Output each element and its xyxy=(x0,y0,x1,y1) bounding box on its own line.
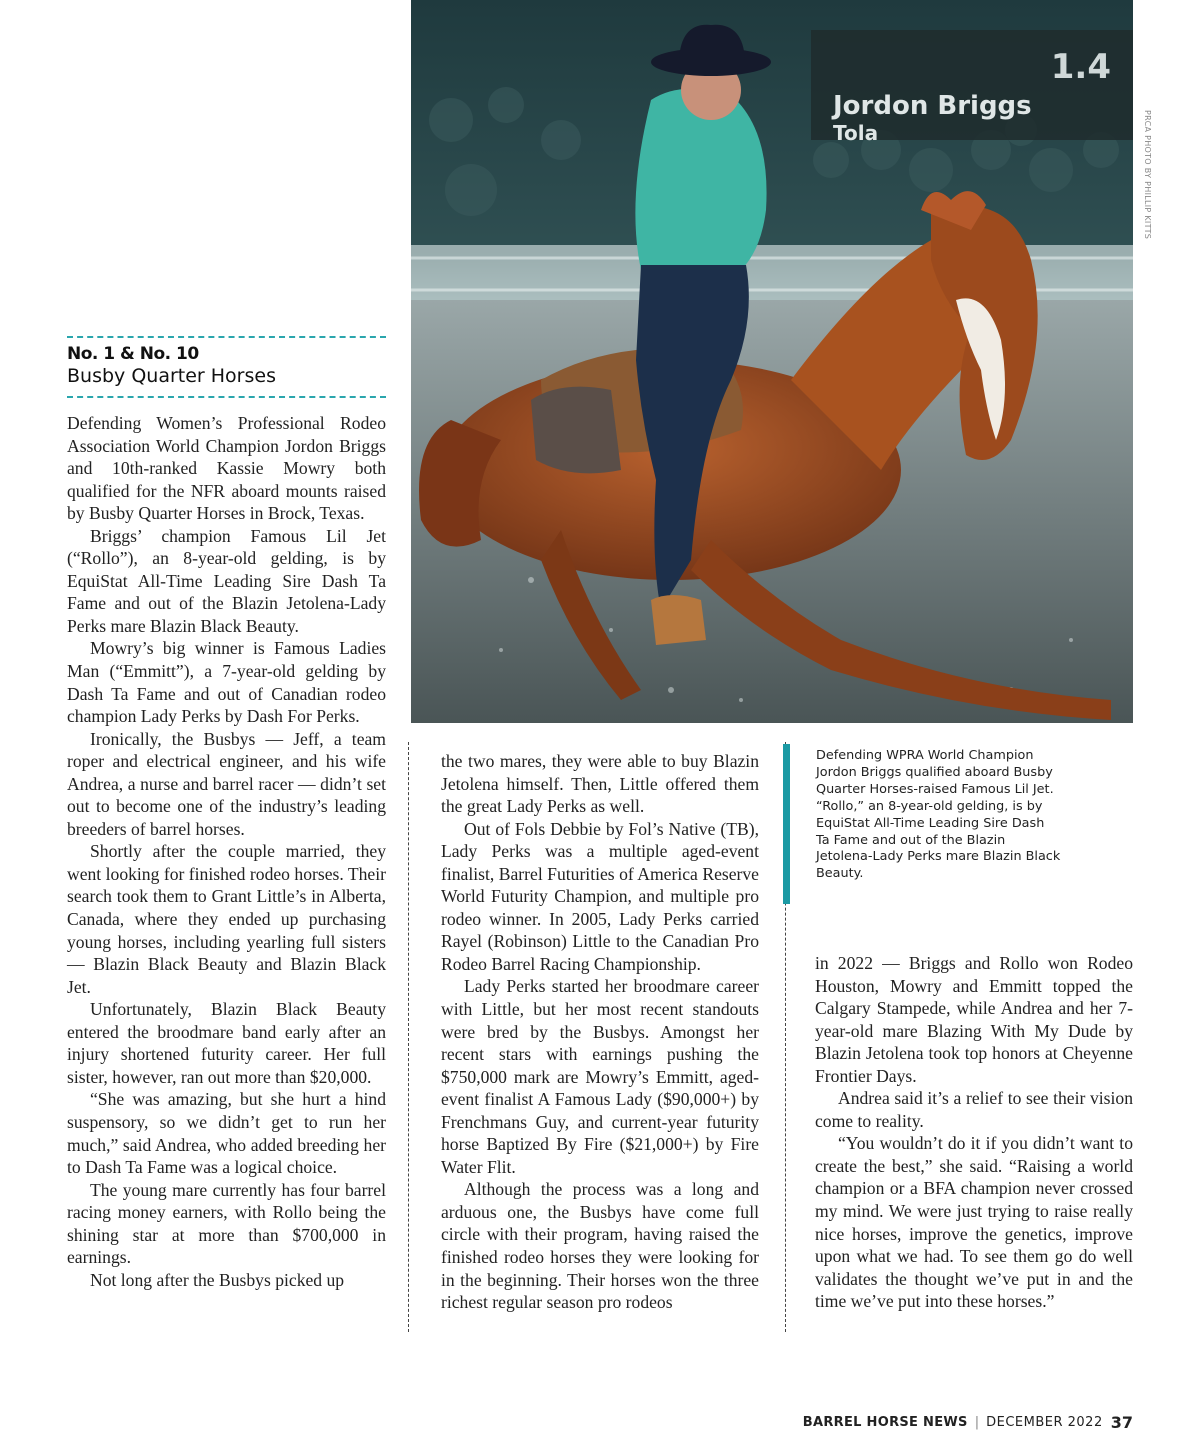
page-number: 37 xyxy=(1110,1412,1133,1432)
paragraph: Although the process was a long and arduous one, the Busbys have come full circle with their program, having raised the finished rodeo horses they were looking for in the beginning. Their horses won the three richest regular season pro rodeos xyxy=(441,1179,759,1313)
paragraph: Shortly after the couple married, they went looking for finished rodeo horses. Their search took them to Grant Little’s in Alberta, Canada, where they ended up purchasing young horses, including yearling full sisters — Blazin Black Beauty and Blazin Black Jet. xyxy=(67,841,386,997)
paragraph: Ironically, the Busbys — Jeff, a team roper and electrical engineer, and his wife Andrea, a nurse and barrel racer — didn’t set out to become one of the industry’s leading breeders of barrel horses. xyxy=(67,728,386,839)
scoreboard-sub: Tola xyxy=(833,121,879,145)
paragraph: Mowry’s big winner is Famous Ladies Man (“Emmitt”), a 7-year-old gelding by Dash Ta Fame and out of Canadian rodeo champion Lady Perks by Dash For Perks. xyxy=(67,638,386,727)
article-column-2 xyxy=(441,750,759,1314)
section-header xyxy=(67,336,386,398)
paragraph: “You wouldn’t do it if you didn’t want to create the best,” she said. “Raising a world champion or a BFA champion never crossed my mind. We were just trying to raise really nice horses, improve the genetics, improve upon what we had. To see them go do well validates the thought we’ve put in and the time we’ve put into these horses.” xyxy=(815,1133,1133,1312)
page-footer xyxy=(803,1412,1133,1432)
magazine-name: BARREL HORSE NEWS xyxy=(802,1414,968,1430)
ranking-numbers: No. 1 & No. 10 xyxy=(67,344,199,364)
paragraph: Unfortunately, Blazin Black Beauty entered the broodmare band early after an injury shortened futurity career. Her full sister, however, ran out more than $20,000. xyxy=(67,999,386,1087)
article-column-1 xyxy=(67,412,386,1291)
caption-accent-bar xyxy=(783,744,790,904)
paragraph: The young mare currently has four barrel racing money earners, with Rollo being the shining star at more than $700,000 in earnings. xyxy=(67,1179,386,1268)
paragraph: “She was amazing, but she hurt a hind suspensory, so we didn’t get to run her much,” said Andrea, who added breeding her to Dash Ta Fame was a logical choice. xyxy=(67,1089,386,1178)
article-column-3 xyxy=(815,952,1133,1313)
paragraph: the two mares, they were able to buy Blazin Jetolena himself. Then, Little offered them the great Lady Perks as well. xyxy=(441,751,759,817)
photo-credit: PRCA PHOTO BY PHILLIP KITTS xyxy=(1143,110,1152,240)
paragraph: Defending Women’s Professional Rodeo Association World Champion Jordon Briggs and 10th-ranked Kassie Mowry both qualified for the NFR aboard mounts raised by Busby Quarter Horses in Brock, Texas. xyxy=(67,413,386,524)
issue-date: DECEMBER 2022 xyxy=(986,1414,1103,1430)
barrel-racing-photo xyxy=(411,0,1133,723)
breeder-name: Busby Quarter Horses xyxy=(67,365,276,387)
paragraph: Andrea said it’s a relief to see their vision come to reality. xyxy=(815,1088,1133,1131)
scoreboard-name: Jordon Briggs xyxy=(833,91,1032,121)
feature-photo xyxy=(411,0,1133,723)
paragraph: Out of Fols Debbie by Fol’s Native (TB), Lady Perks was a multiple aged-event finalist, Barrel Futurities of America Reserve World Futurity Champion, and multiple pro rodeo winner. In 2005, Lady Perks carried Rayel (Robinson) Little to the Canadian Pro Rodeo Barrel Racing Championship. xyxy=(441,818,759,974)
photo-caption: Defending WPRA World Champion Jordon Briggs qualified aboard Busby Quarter Horses-raised Famous Lil Jet. “Rollo,” an 8-year-old gelding, is by EquiStat All-Time Leading Sire Dash Ta Fame and out of the Blazin Jetolena-Lady Perks mare Blazin Black Beauty. xyxy=(816,748,1061,882)
footer-separator: | xyxy=(974,1414,980,1430)
paragraph: Lady Perks started her broodmare career with Little, but her most recent standouts were bred by the Busbys. Amongst her recent stars with earnings pushing the $750,000 mark are Mowry’s Emmitt, aged-event finalist A Famous Lady ($90,000+) by Frenchmans Guy, and current-year futurity horse Baptized By Fire ($21,000+) by Fire Water Flit. xyxy=(441,976,759,1177)
paragraph: in 2022 — Briggs and Rollo won Rodeo Houston, Mowry and Emmitt topped the Calgary Stampede, while Andrea and her 7-year-old mare Blazing With My Dude by Blazin Jetolena took top honors at Cheyenne Frontier Days. xyxy=(815,953,1133,1086)
column-divider xyxy=(408,742,409,1332)
paragraph: Not long after the Busbys picked up xyxy=(90,1269,345,1290)
paragraph: Briggs’ champion Famous Lil Jet (“Rollo”), an 8-year-old gelding, is by EquiStat All-Time Leading Sire Dash Ta Fame and out of the Blazin Jetolena-Lady Perks mare Blazin Black Beauty. xyxy=(67,525,386,636)
scoreboard-time: 1.4 xyxy=(1050,47,1111,87)
